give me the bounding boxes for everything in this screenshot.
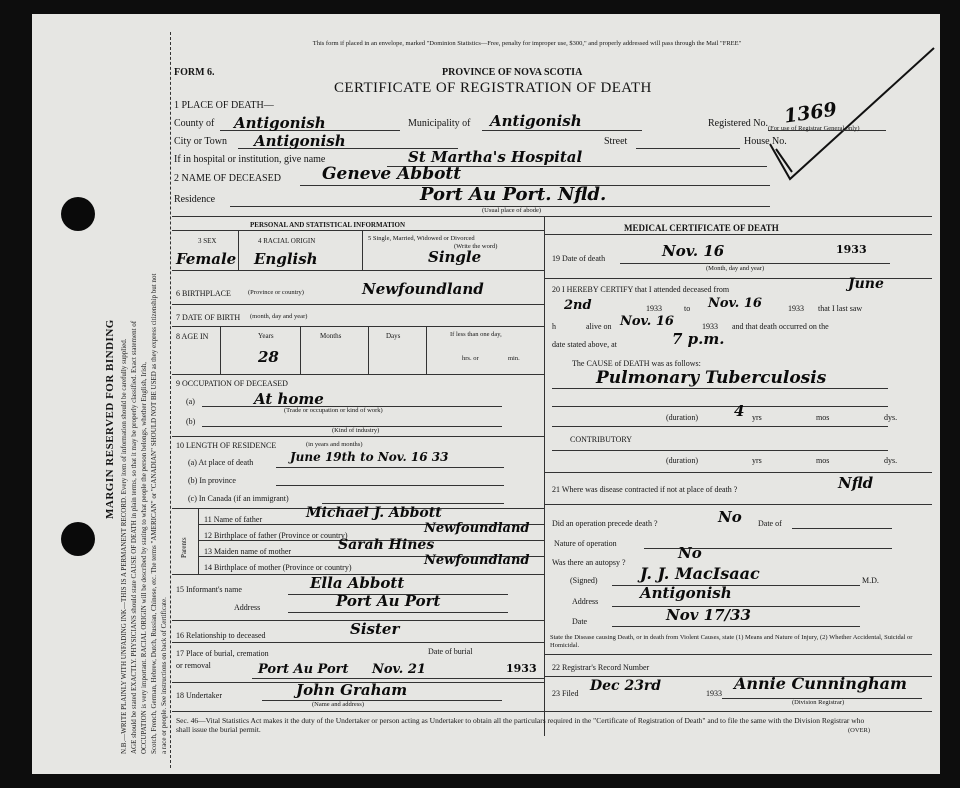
- over-label: (OVER): [848, 727, 871, 734]
- to-label: to: [684, 304, 691, 313]
- birthplace-note: (Province or country): [248, 289, 304, 296]
- margin-instruction: Scotch, French, German, Hebrew, Dutch, Russian, Chinese, etc. The terms "AMERICAN" or "CANADIAN" SHOULD NOT BE USED as they express citizenship but not: [150, 273, 158, 754]
- h-label: h: [552, 322, 556, 331]
- street-label: Street: [604, 136, 628, 147]
- county-value: Antigonish: [234, 114, 326, 132]
- marital-value: Single: [428, 248, 482, 266]
- in-canada-label: (c) In Canada (if an immigrant): [188, 494, 289, 503]
- autopsy-value: No: [678, 544, 702, 562]
- county-label: County of: [174, 118, 215, 129]
- hospital-value: St Martha's Hospital: [408, 148, 583, 166]
- age-label: 8 AGE IN: [176, 332, 209, 341]
- burial-date-label: Date of burial: [428, 647, 473, 656]
- date-label: Date: [572, 617, 588, 626]
- autopsy-label: Was there an autopsy ?: [552, 558, 626, 567]
- deceased-name: Geneve Abbott: [322, 164, 462, 184]
- racial-label: 4 RACIAL ORIGIN: [258, 237, 316, 245]
- hospital-label: If in hospital or institution, give name: [174, 154, 326, 165]
- md-label: M.D.: [862, 576, 879, 585]
- father-birthplace-label: 12 Birthplace of father (Province or country): [204, 531, 348, 540]
- time-value: 7 p.m.: [672, 330, 725, 348]
- marital-label: 5 Single, Married, Widowed or Divorced: [368, 235, 475, 242]
- racial-value: English: [254, 250, 318, 268]
- informant-address-value: Port Au Port: [336, 592, 441, 610]
- date-stated-label: date stated above, at: [552, 340, 617, 349]
- cause-label: The CAUSE of DEATH was as follows:: [572, 359, 701, 368]
- mother-birthplace-label: 14 Birthplace of mother (Province or country): [204, 563, 352, 572]
- contributory-yrs-label: yrs: [752, 456, 762, 465]
- years-value: 28: [258, 348, 279, 366]
- physician-address-label: Address: [572, 597, 599, 606]
- margin-instruction: OCCUPATION is very important. RACIAL ORIGIN will be described by stating to what people the person belongs, whether English, Irish,: [140, 361, 148, 754]
- certify-label: 20 I HEREBY CERTIFY that I attended deceased from: [552, 285, 730, 294]
- parents-label: Parents: [180, 537, 188, 558]
- mailing-notice: This form if placed in an envelope, marked "Dominion Statistics—Free, penalty for improper use, $300," and properly addressed will pass through the Mail "FREE": [312, 40, 742, 47]
- years-label: Years: [258, 332, 274, 340]
- relationship-label: 16 Relationship to deceased: [176, 631, 266, 640]
- margin-instruction: AGE should be stated EXACTLY. PHYSICIANS should state CAUSE OF DEATH in plain terms, so that it may be properly classified. Exact statement of: [130, 320, 138, 754]
- days-label: Days: [386, 332, 401, 340]
- registered-number: 1369: [782, 98, 839, 128]
- death-date-label: 19 Date of death: [552, 254, 606, 263]
- informant-value: Ella Abbott: [310, 574, 405, 592]
- birthplace-value: Newfoundland: [362, 280, 484, 298]
- to-date: Nov. 16: [708, 296, 762, 311]
- occurred-label: and that death occurred on the: [732, 322, 829, 331]
- sex-value: Female: [176, 250, 237, 268]
- father-label: 11 Name of father: [204, 515, 263, 524]
- residence-label: Residence: [174, 194, 216, 205]
- death-date-note: (Month, day and year): [706, 265, 765, 272]
- contributory-duration-label: (duration): [666, 456, 698, 465]
- months-label: Months: [320, 332, 342, 340]
- physician-address-value: Antigonish: [640, 584, 732, 602]
- last-saw-label: that I last saw: [818, 304, 863, 313]
- contributory-label: CONTRIBUTORY: [570, 435, 633, 444]
- nature-label: Nature of operation: [554, 539, 617, 548]
- occupation-a-note: (Trade or occupation or kind of work): [284, 407, 383, 414]
- duration-label: (duration): [666, 413, 698, 422]
- death-date-value: Nov. 16: [662, 242, 725, 260]
- in-province-label: (b) In province: [188, 476, 236, 485]
- certificate-form: [172, 38, 932, 750]
- hrs-label: hrs. or: [462, 355, 479, 362]
- personal-heading: PERSONAL AND STATISTICAL INFORMATION: [250, 221, 406, 229]
- to-year: 1933: [788, 304, 804, 313]
- mother-value: Sarah Hines: [338, 537, 435, 553]
- physician-signature: J. J. MacIsaac: [640, 564, 760, 583]
- violent-causes-note: State the Disease causing Death, or in death from Violent Causes, state (1) Means and Nature of Injury, (2) Whether Accidental, Suicidal or Homicidal.: [550, 634, 913, 649]
- cause-value: Pulmonary Tuberculosis: [596, 368, 827, 388]
- death-year: 1933: [836, 243, 867, 256]
- mother-birthplace-value: Newfoundland: [424, 553, 530, 568]
- informant-address-label: Address: [234, 603, 261, 612]
- dob-label: 7 DATE OF BIRTH: [176, 313, 241, 322]
- yrs-label: yrs: [752, 413, 762, 422]
- footer-text: Sec. 46—Vital Statistics Act makes it the duty of the Undertaker or person acting as Undertaker to obtain all the particulars required in the "Certificate of Registration of Death" and to file the same with the Division Registrar who shall issue the burial permit.: [176, 716, 865, 734]
- binding-line: [170, 32, 171, 768]
- registered-label: Registered No.: [708, 118, 768, 129]
- informant-label: 15 Informant's name: [176, 585, 242, 594]
- father-value: Michael J. Abbott: [306, 505, 442, 521]
- less-day-label: If less than one day,: [450, 331, 502, 338]
- signed-label: (Signed): [570, 576, 598, 585]
- registrar-note: (For use of Registrar General only): [768, 125, 860, 132]
- margin-title: MARGIN RESERVED FOR BINDING: [104, 319, 116, 519]
- residence-note: (Usual place of abode): [482, 207, 542, 214]
- burial-place-label: 17 Place of burial, cremation or removal: [176, 649, 269, 670]
- operation-value: No: [718, 508, 742, 526]
- contracted-label: 21 Where was disease contracted if not at place of death ?: [552, 485, 738, 494]
- father-birthplace-value: Newfoundland: [424, 521, 530, 536]
- registrar-signature: Annie Cunningham: [734, 674, 907, 693]
- at-place-value: June 19th to Nov. 16 33: [290, 450, 449, 464]
- city-label: City or Town: [174, 136, 228, 147]
- division-registrar-note: (Division Registrar): [792, 699, 845, 706]
- occupation-b-note: (Kind of industry): [332, 427, 380, 434]
- filed-year: 1933: [706, 689, 722, 698]
- contracted-value: Nfld: [838, 474, 874, 492]
- alive-on-label: alive on: [586, 322, 612, 331]
- relationship-value: Sister: [350, 620, 400, 638]
- page-title: CERTIFICATE OF REGISTRATION OF DEATH: [334, 80, 652, 96]
- at-place-label: (a) At place of death: [188, 458, 254, 467]
- filed-date: Dec 23rd: [590, 678, 662, 694]
- place-of-death-heading: 1 PLACE OF DEATH—: [174, 100, 274, 111]
- burial-year: 1933: [506, 662, 537, 675]
- occupation-b-label: (b): [186, 417, 196, 426]
- attended-from-day: 2nd: [564, 298, 592, 313]
- binding-hole: [61, 522, 95, 556]
- occupation-a-label: (a): [186, 397, 195, 406]
- undertaker-label: 18 Undertaker: [176, 691, 222, 700]
- burial-date-value: Nov. 21: [372, 662, 426, 677]
- deceased-name-label: 2 NAME OF DECEASED: [174, 173, 281, 184]
- residence-value: Port Au Port. Nfld.: [420, 184, 607, 205]
- residence-length-label: 10 LENGTH OF RESIDENCE: [176, 441, 277, 450]
- from-year: 1933: [646, 304, 662, 313]
- contributory-mos-label: mos: [816, 456, 830, 465]
- medical-heading: MEDICAL CERTIFICATE OF DEATH: [624, 223, 779, 233]
- contributory-dys-label: dys.: [884, 456, 898, 465]
- dys-label: dys.: [884, 413, 898, 422]
- undertaker-value: John Graham: [296, 681, 408, 699]
- min-label: min.: [508, 355, 520, 362]
- mother-label: 13 Maiden name of mother: [204, 547, 292, 556]
- occupation-label: 9 OCCUPATION OF DECEASED: [176, 379, 288, 388]
- house-label: House No.: [744, 136, 787, 147]
- municipality-label: Municipality of: [408, 118, 471, 129]
- mos-label: mos: [816, 413, 830, 422]
- record-number-label: 22 Registrar's Record Number: [552, 663, 650, 672]
- municipality-value: Antigonish: [490, 112, 582, 130]
- operation-date-label: Date of: [758, 519, 782, 528]
- attended-from: June: [848, 276, 884, 292]
- residence-length-note: (in years and months): [306, 441, 363, 448]
- form-number: FORM 6.: [174, 67, 215, 78]
- birthplace-label: 6 BIRTHPLACE: [176, 289, 231, 298]
- occupation-value: At home: [254, 390, 324, 408]
- filed-label: 23 Filed: [552, 689, 579, 698]
- certificate-date: Nov 17/33: [666, 606, 751, 624]
- operation-label: Did an operation precede death ?: [552, 519, 658, 528]
- duration-value: 4: [734, 402, 745, 420]
- province: PROVINCE OF NOVA SCOTIA: [442, 67, 583, 78]
- alive-on-value: Nov. 16: [620, 314, 674, 329]
- sex-label: 3 SEX: [198, 237, 217, 245]
- undertaker-note: (Name and address): [312, 701, 364, 708]
- marital-note: (Write the word): [454, 243, 498, 250]
- margin-instruction: a race or people. See instructions on back of Certificate.: [160, 597, 168, 754]
- city-value: Antigonish: [254, 132, 346, 150]
- burial-place-value: Port Au Port: [258, 662, 349, 677]
- dob-note: (month, day and year): [250, 313, 308, 320]
- margin-instruction: N.B.—WRITE PLAINLY WITH UNFADING INK—THIS IS A PERMANENT RECORD. Every item of information should be carefully supplied.: [120, 338, 128, 754]
- binding-hole: [61, 197, 95, 231]
- alive-year: 1933: [702, 322, 718, 331]
